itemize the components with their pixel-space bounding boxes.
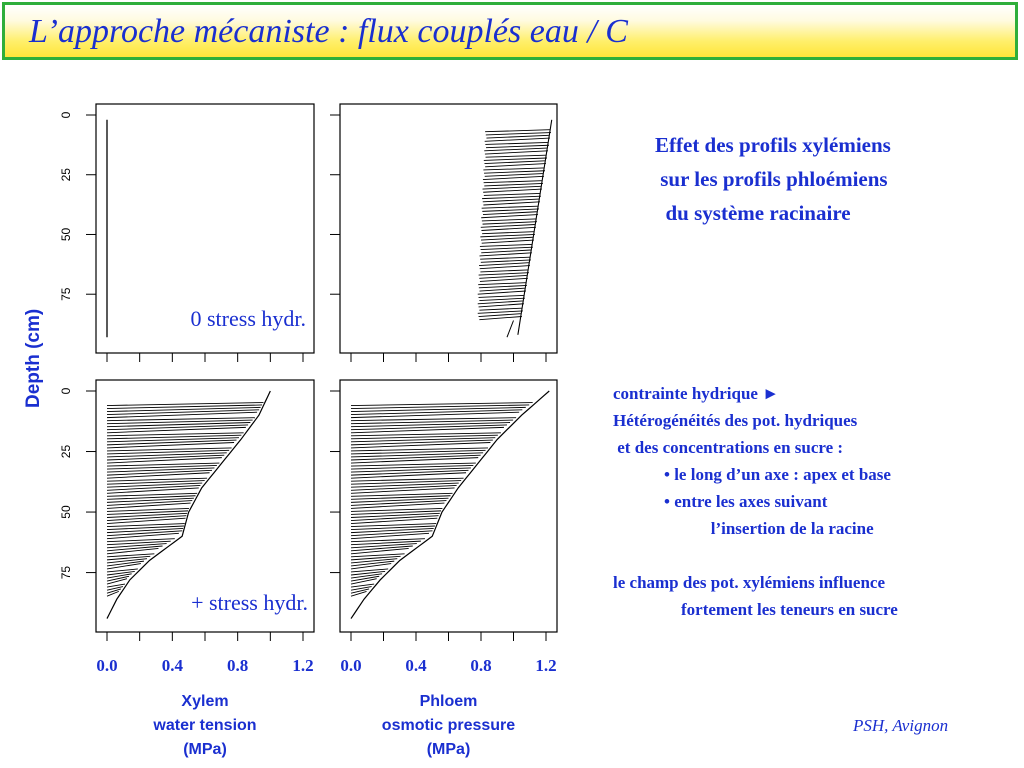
profile-line xyxy=(480,266,530,269)
profile-line xyxy=(479,295,524,297)
x-tick-label: 1.2 xyxy=(535,656,557,675)
x-axis-title-line: Phloem xyxy=(419,693,478,710)
profile-line xyxy=(351,561,394,566)
profile-line xyxy=(351,442,490,447)
notes_lines-line: • entre les axes suivant xyxy=(613,492,828,511)
profile-line xyxy=(107,503,191,508)
profile-line xyxy=(482,240,534,243)
x-tick-label: 0.0 xyxy=(96,656,118,675)
profile-line xyxy=(351,518,437,523)
profile-line xyxy=(483,199,539,202)
x-axis-title-line: (MPa) xyxy=(183,741,227,758)
profile-line xyxy=(107,564,141,569)
profile-line xyxy=(479,285,527,287)
stress-label: + stress hydr. xyxy=(191,590,308,615)
y-tick-label: 75 xyxy=(59,565,73,580)
profile-line xyxy=(351,488,455,493)
profile-line xyxy=(481,215,538,218)
profile-line xyxy=(351,427,504,432)
profile-line xyxy=(484,161,544,164)
profile-line xyxy=(484,158,547,160)
profile-line xyxy=(484,181,542,183)
profile-line xyxy=(482,206,538,208)
profile-line xyxy=(483,176,544,179)
profile-line xyxy=(107,533,179,538)
profile-line xyxy=(107,591,119,596)
notes_lines-line: fortement les teneurs en sucre xyxy=(613,600,898,619)
profile-line xyxy=(351,591,367,596)
notes_lines-line: l’insertion de la racine xyxy=(613,519,874,538)
y-tick-label: 25 xyxy=(59,168,73,182)
y-tick-label: 0 xyxy=(59,111,73,119)
profile-line xyxy=(478,283,526,285)
profile-line xyxy=(481,227,535,230)
profile-line xyxy=(483,212,537,215)
profile-line xyxy=(483,186,541,189)
profile-line xyxy=(484,183,543,185)
y-axis-title: Depth (cm) xyxy=(23,308,44,408)
profile-line xyxy=(485,151,548,154)
profile-line xyxy=(478,301,523,304)
profile-line xyxy=(351,579,377,584)
profile-line xyxy=(107,488,199,493)
profile-line xyxy=(479,304,524,307)
profile-line xyxy=(481,250,531,253)
y-tick-label: 0 xyxy=(59,387,73,395)
effet_lines-line: Effet des profils xylémiens xyxy=(655,133,891,157)
x-tick-label: 0.8 xyxy=(470,656,492,675)
profile-line xyxy=(351,503,444,508)
profile-line xyxy=(107,412,257,417)
stress-label: 0 stress hydr. xyxy=(190,306,306,331)
profile-line xyxy=(485,142,548,144)
notes_lines-line: et des concentrations en sucre : xyxy=(613,438,844,457)
x-tick-label: 0.0 xyxy=(340,656,362,675)
profile-line xyxy=(479,263,529,266)
panel-frame xyxy=(340,380,557,632)
profile-line xyxy=(485,138,550,141)
profile-line xyxy=(479,316,522,319)
x-axis-title-line: Xylem xyxy=(181,693,229,710)
x-axis-title-line: (MPa) xyxy=(426,741,471,758)
profile-line xyxy=(480,288,525,291)
profile-line xyxy=(351,473,466,478)
profile-line xyxy=(507,320,514,337)
profile-line xyxy=(485,174,543,177)
profile-line xyxy=(107,579,127,584)
envelope-line xyxy=(351,391,549,619)
profile-line xyxy=(479,273,529,275)
profile-line xyxy=(479,308,521,310)
profile-line xyxy=(480,270,527,272)
profile-line xyxy=(483,202,540,205)
profile-line xyxy=(486,155,546,157)
profile-line xyxy=(479,314,521,317)
credit: PSH, Avignon xyxy=(853,716,949,735)
profile-line xyxy=(482,196,541,198)
profile-line xyxy=(107,458,222,463)
effet_lines-line: du système racinaire xyxy=(655,201,851,225)
profile-line xyxy=(481,247,533,249)
profile-line xyxy=(107,473,210,478)
profile-line xyxy=(486,135,548,138)
profile-line xyxy=(484,148,547,151)
profile-line xyxy=(479,298,525,300)
profile-line xyxy=(351,548,409,553)
panel-frame xyxy=(340,104,557,353)
profile-line xyxy=(107,442,234,447)
notes_lines-line: • le long d’un axe : apex et base xyxy=(613,465,891,484)
x-axis-title-line: water tension xyxy=(153,717,257,734)
notes_lines-line xyxy=(613,542,898,569)
effect-caption xyxy=(655,128,891,230)
profile-line xyxy=(351,458,478,463)
profile-line xyxy=(478,291,526,294)
profile-line xyxy=(480,257,530,259)
profile-line xyxy=(483,168,543,170)
y-tick-label: 50 xyxy=(59,505,73,519)
notes_lines-line: Hétérogénéités des pot. hydriques xyxy=(613,411,858,430)
profile-line xyxy=(481,225,535,228)
x-tick-label: 0.4 xyxy=(161,656,183,675)
profile-line xyxy=(486,145,549,147)
x-tick-label: 1.2 xyxy=(292,656,314,675)
profile-line xyxy=(482,232,534,234)
y-tick-label: 75 xyxy=(59,287,73,301)
profile-line xyxy=(107,427,246,432)
profile-line xyxy=(107,518,186,523)
profile-line xyxy=(480,244,532,246)
profile-line xyxy=(486,133,551,135)
x-tick-label: 0.4 xyxy=(405,656,427,675)
profile-line xyxy=(479,275,527,278)
profile-line xyxy=(483,222,537,224)
profile-line xyxy=(480,278,528,281)
profile-line xyxy=(351,533,429,538)
y-tick-label: 25 xyxy=(59,444,73,459)
x-tick-label: 0.8 xyxy=(227,656,249,675)
y-tick-label: 50 xyxy=(59,227,73,242)
profile-line xyxy=(351,564,391,569)
profile-line xyxy=(479,253,531,256)
effet_lines-line: sur les profils phloémiens xyxy=(655,167,888,191)
profile-line xyxy=(107,546,163,551)
profile-line xyxy=(481,260,531,262)
profile-line xyxy=(351,546,413,551)
profile-line xyxy=(480,234,535,236)
profile-line xyxy=(478,311,523,313)
page-title: L’approche mécaniste : flux couplés eau / C xyxy=(29,13,628,50)
profile-line xyxy=(481,237,533,240)
notes_lines-line: contrainte hydrique ► xyxy=(613,384,780,403)
profile-line xyxy=(484,193,540,195)
profile-line xyxy=(351,412,519,417)
profile-line xyxy=(482,219,536,221)
profile-line xyxy=(485,164,546,167)
profile-line xyxy=(107,548,158,553)
notes_lines-line: le champ des pot. xylémiens influence xyxy=(613,573,885,592)
profile-line xyxy=(483,189,542,192)
profile-line xyxy=(482,209,539,211)
notes-block xyxy=(613,380,898,623)
profile-line xyxy=(485,130,550,132)
profile-line xyxy=(484,171,545,173)
x-axis-title-line: osmotic pressure xyxy=(381,717,516,734)
